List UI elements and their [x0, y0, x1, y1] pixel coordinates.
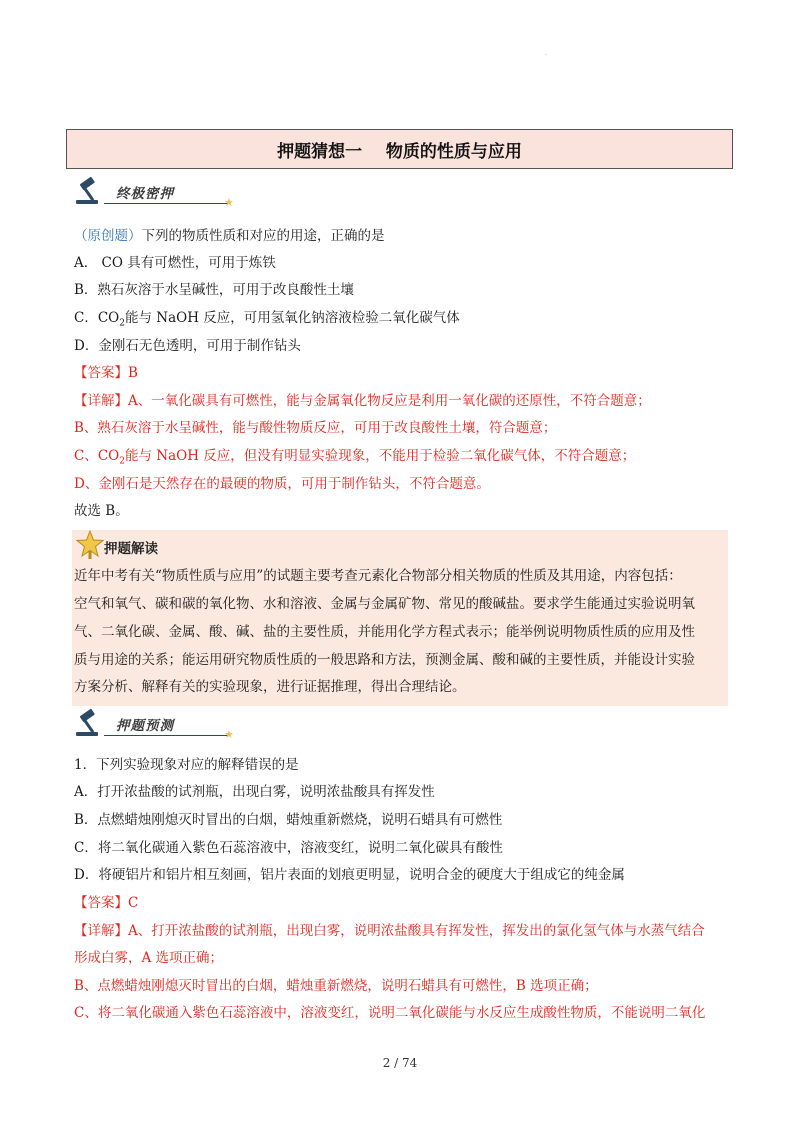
q0-detail-4: D、金刚石是天然存在的最硬的物质，可用于制作钻头，不符合题意。: [74, 476, 490, 492]
star-icon: ★: [224, 728, 234, 741]
q1-option-d: D．将硬铝片和铝片相互刻画，铝片表面的划痕更明显，说明合金的硬度大于组成它的纯金属: [74, 867, 625, 883]
page-number: 2 / 74: [382, 1056, 418, 1070]
q1-answer: 【答案】C: [74, 895, 139, 911]
q0-stem-line: [74, 226, 385, 246]
q0-detail-3-post: 能与 NaOH 反应，但没有明显实验现象，不能用于检验二氧化碳气体，不符合题意；: [124, 448, 636, 464]
section-underline: [104, 735, 228, 736]
q0-option-b: B．熟石灰溶于水呈碱性，可用于改良酸性土壤: [74, 282, 354, 298]
q1-option-a: A．打开浓盐酸的试剂瓶，出现白雾，说明浓盐酸具有挥发性: [74, 784, 435, 800]
q0-option-d: D．金刚石无色透明，可用于制作钻头: [74, 338, 301, 354]
q0-option-a: A． CO 具有可燃性，可用于炼铁: [74, 255, 276, 271]
header-dot: .: [545, 50, 547, 57]
interpretation-line-5: 方案分析、解释有关的实验现象，进行证据推理，得出合理结论。: [74, 679, 466, 695]
q0-detail-3-sub: 2: [119, 456, 125, 467]
section-header-prediction: [74, 708, 244, 742]
q1-option-c: C．将二氧化碳通入紫色石蕊溶液中，溶液变红，说明二氧化碳具有酸性: [74, 840, 503, 856]
section-header-final: [74, 176, 244, 210]
interpretation-line-1: 近年中考有关“物质性质与应用”的试题主要考查元素化合物部分相关物质的性质及其用途，内容包括：: [74, 568, 682, 584]
interpretation-line-3: 气、二氧化碳、金属、酸、碱、盐的主要性质，并能用化学方程式表示；能举例说明物质性质的应用及性: [74, 624, 695, 640]
q0-detail-3: [74, 446, 635, 472]
section-underline: [104, 203, 228, 204]
q0-final: 故选 B。: [74, 503, 129, 519]
section-label: 终极密押: [116, 186, 174, 202]
q0-detail-2: B、熟石灰溶于水呈碱性，能与酸性物质反应，可用于改良酸性土壤，符合题意；: [74, 420, 557, 436]
q0-option-c-sub: 2: [119, 318, 125, 329]
q1-detail-3: C、将二氧化碳通入紫色石蕊溶液中，溶液变红，说明二氧化碳能与水反应生成酸性物质，不能说明二氧化: [74, 1005, 706, 1021]
q0-detail-3-pre: C、CO: [74, 448, 120, 464]
q0-detail-1: 【详解】A、一氧化碳具有可燃性，能与金属氧化物反应是利用一氧化碳的还原性，不符合题意；: [74, 393, 651, 409]
q1-detail-2: B、点燃蜡烛刚熄灭时冒出的白烟，蜡烛重新燃烧，说明石蜡具有可燃性，B 选项正确；: [74, 978, 598, 994]
interpretation-label: 押题解读: [104, 541, 158, 557]
q0-tag: （原创题）: [74, 228, 142, 244]
q1-stem: 1．下列实验现象对应的解释错误的是: [74, 757, 299, 773]
star-badge-icon: [76, 530, 104, 560]
section-label: 押题预测: [116, 718, 174, 734]
interpretation-line-2: 空气和氧气、碳和碳的氧化物、水和溶液、金属与金属矿物、常见的酸碱盐。要求学生能通过实验说明氧: [74, 596, 695, 612]
q0-answer: 【答案】B: [74, 365, 138, 381]
q0-option-c-post: 能与 NaOH 反应，可用氢氧化钠溶液检验二氧化碳气体: [124, 310, 460, 326]
q1-detail-1b: 形成白雾，A 选项正确；: [74, 950, 224, 966]
q0-stem: 下列的物质性质和对应的用途，正确的是: [141, 228, 385, 244]
page-title: 押题猜想一 物质的性质与应用: [277, 141, 522, 162]
q0-option-c: [74, 308, 460, 334]
page-title-box: [66, 129, 733, 169]
star-icon: ★: [224, 196, 234, 209]
interpretation-line-4: 质与用途的关系；能运用研究物质性质的一般思路和方法，预测金属、酸和碱的主要性质，并能设计实验: [74, 652, 695, 668]
q1-detail-1: 【详解】A、打开浓盐酸的试剂瓶，出现白雾，说明浓盐酸具有挥发性，挥发出的氯化氢气体与水蒸气结合: [74, 923, 705, 939]
q0-option-c-pre: C．CO: [74, 310, 120, 326]
q1-option-b: B．点燃蜡烛刚熄灭时冒出的白烟，蜡烛重新燃烧，说明石蜡具有可燃性: [74, 812, 503, 828]
